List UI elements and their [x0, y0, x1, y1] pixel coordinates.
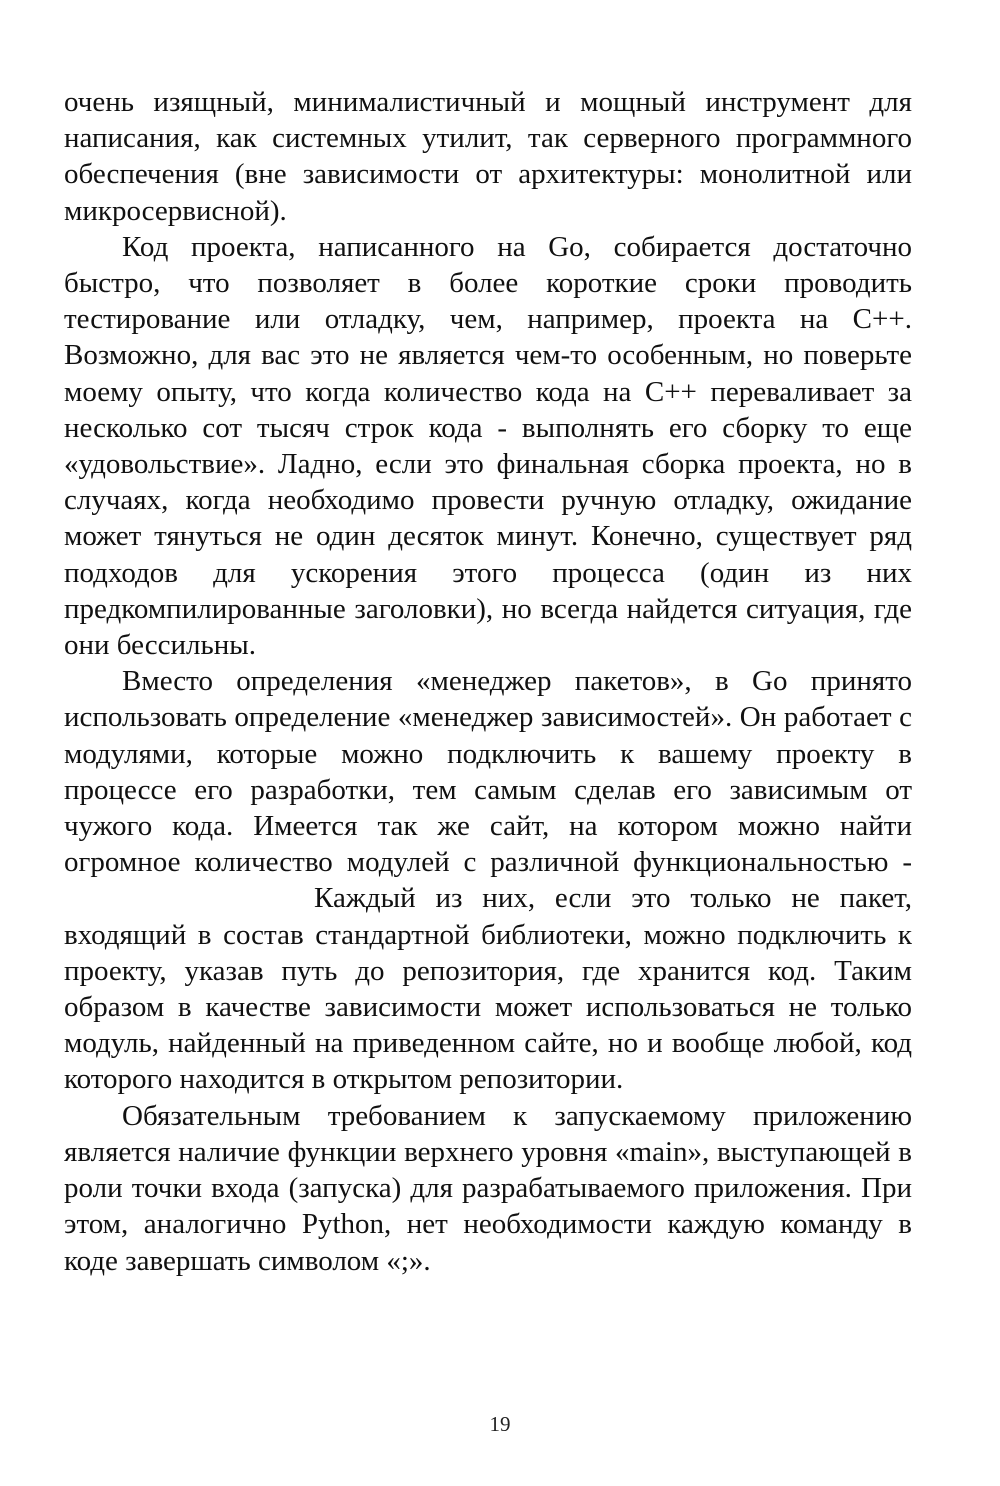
paragraph-3-before-gap: Вместо определения «менеджер пакетов», в Go принято использовать определение «менеджер зависимостей». Он работает с модулями, которые можно подключить к вашему проекту в процессе его разработки, тем самым сделав его зависимым от чужого кода. Имеется так же сайт, на котором можно найти огромное количество модулей с различной функциональностью -: [64, 665, 912, 879]
paragraph-2: Код проекта, написанного на Go, собирается достаточно быстро, что позволяет в более короткие сроки проводить тестирование или отладку, чем, например, проекта на С++. Возможно, для вас это не является чем-то особенным, но поверьте моему опыту, что когда количество кода на С++ переваливает за несколько сот тысяч строк кода - выполнять его сборку то еще «удовольствие». Ладно, если это финальная сборка проекта, но в случаях, когда необходимо провести ручную отладку, ожидание может тянуться не один десяток минут. Конечно, существует ряд подходов для ускорения этого процесса (один из них предкомпилированные заголовки), но всегда найдется ситуация, где они бессильны.: [64, 230, 912, 662]
paragraph-4: Обязательным требованием к запускаемому приложению является наличие функции верхнего уровня «main», выступающей в роли точки входа (запуска) для разрабатываемого приложения. При этом, аналогично Python, нет необходимости каждую команду в коде завершать символом «;».: [64, 1099, 912, 1277]
page-number: 19: [489, 1412, 511, 1436]
paragraph-1: очень изящный, минималистичный и мощный инструмент для написания, как системных утилит, так серверного программного обеспечения (вне зависимости от архитектуры: монолитной или микросервисной).: [64, 86, 912, 227]
paragraph-3-after-gap: Каждый из них, если это только не пакет, входящий в состав стандартной библиотеки, можно подключить к проекту, указав путь до репозитория, где хранится код. Таким образом в качестве зависимости может использоваться не только модуль, найденный на приведенном сайте, но и вообще любой, код которого находится в открытом репозитории.: [64, 882, 912, 1096]
paragraph-3: [64, 663, 912, 1097]
body-text: [64, 84, 912, 1279]
